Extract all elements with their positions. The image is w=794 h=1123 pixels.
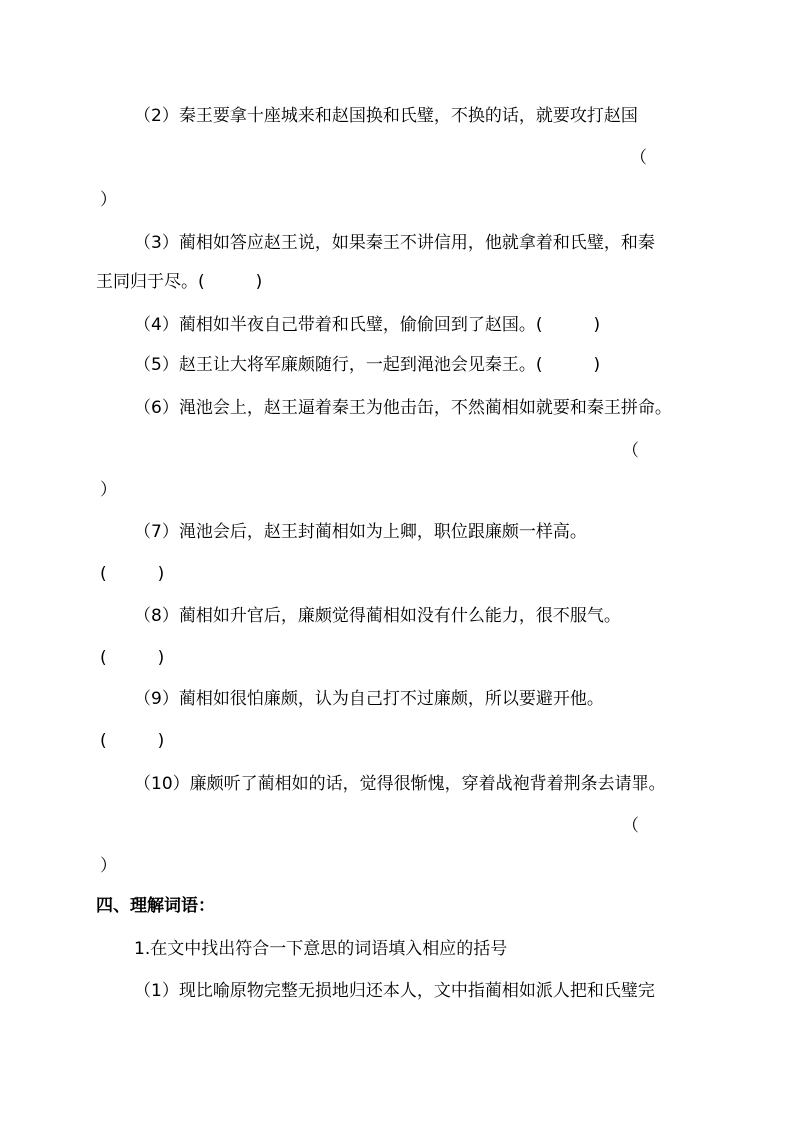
- statement-8: （8）蔺相如升官后，廉颇觉得蔺相如没有什么能力，很不服气。: [134, 606, 621, 626]
- answer-paren-open: （: [622, 441, 639, 461]
- answer-paren-close: ）: [100, 856, 117, 876]
- statement-6: （6）渑池会上，赵王逼着秦王为他击缶，不然蔺相如就要和秦王拼命。: [134, 398, 672, 418]
- answer-paren: ( ): [100, 731, 165, 751]
- statement-7: （7）渑池会后，赵王封蔺相如为上卿，职位跟廉颇一样高。: [134, 522, 587, 542]
- statement-3-cont: 王同归于尽。( ): [96, 272, 263, 292]
- statement-3: （3）蔺相如答应赵王说，如果秦王不讲信用，他就拿着和氏璧，和秦: [134, 233, 655, 253]
- answer-paren: ( ): [100, 648, 165, 668]
- answer-paren: ( ): [100, 564, 165, 584]
- answer-paren-close: ）: [100, 480, 117, 500]
- section-heading: 四、理解词语：: [96, 896, 215, 916]
- question-1-sub-1: （1）现比喻原物完整无损地归还本人，文中指蔺相如派人把和氏璧完: [134, 981, 655, 1001]
- statement-2: （2）秦王要拿十座城来和赵国换和氏璧，不换的话，就要攻打赵国: [134, 106, 638, 126]
- statement-4: （4）蔺相如半夜自己带着和氏璧，偷偷回到了赵国。( ): [134, 315, 601, 335]
- statement-10: （10）廉颇听了蔺相如的话，觉得很惭愧，穿着战袍背着荆条去请罪。: [134, 774, 666, 794]
- question-1: 1.在文中找出符合一下意思的词语填入相应的括号: [134, 939, 508, 959]
- statement-9: （9）蔺相如很怕廉颇，认为自己打不过廉颇，所以要避开他。: [134, 689, 604, 709]
- statement-5: （5）赵王让大将军廉颇随行，一起到渑池会见秦王。( ): [134, 355, 601, 375]
- answer-paren-close: ）: [100, 190, 117, 210]
- answer-paren-open: （: [630, 148, 647, 168]
- answer-paren-open: （: [622, 816, 639, 836]
